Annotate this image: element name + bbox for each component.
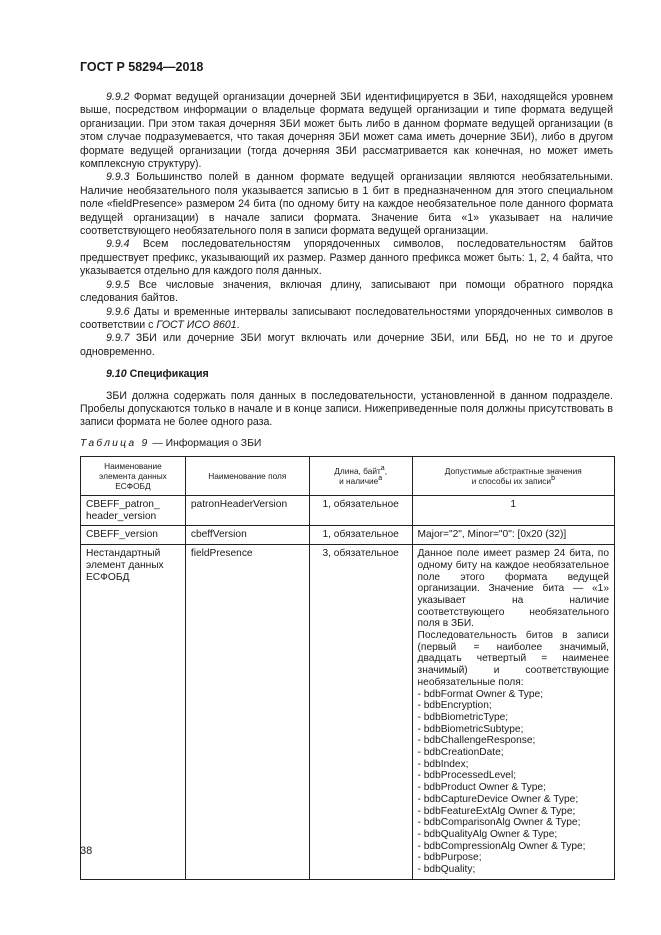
list-item: - bdbCreationDate; bbox=[417, 747, 504, 759]
page-number: 38 bbox=[80, 845, 93, 857]
paragraph-9-9-7 bbox=[80, 332, 613, 359]
list-item: - bdbProduct Owner & Type; bbox=[417, 782, 546, 794]
cell-element: CBEFF_patron_ header_version bbox=[81, 496, 186, 526]
paragraph-text: Формат ведущей организации дочерней ЗБИ идентифицируется в ЗБИ, находящейся уровнем выше, посредством информации о владельце формата ведущей организации и типе формата ведущей организации. При этом такая дочерняя ЗБИ может быть либо в данном формате ведущей организации (в этом случае подразумевается, что такая дочерняя ЗБИ может сама иметь дочерние ЗБИ), либо в другом формате ведущей организации (тогда дочерняя ЗБИ рассматривается как конечная, но может иметь комплексную структуру). bbox=[80, 91, 613, 171]
section-title: Спецификация bbox=[126, 368, 209, 381]
paragraph-text: Всем последовательностям упорядоченных символов, последовательностям байтов предшествует префикс, указывающий их размер. Размер данного префикса может быть: 1, 2, 4 байта, что указывается отдельно для каждого поля данных. bbox=[80, 238, 613, 278]
list-item: - bdbEncryption; bbox=[417, 700, 492, 712]
cell-length: 3, обязательное bbox=[309, 545, 412, 880]
paragraph-9-9-5 bbox=[80, 279, 613, 306]
header-length-line2: и наличие bbox=[339, 476, 379, 486]
table-row bbox=[81, 496, 615, 526]
paragraph-text: Даты и временные интервалы записывают последовательностями упорядоченных символов в соответствии с bbox=[80, 305, 613, 331]
cell-values bbox=[412, 545, 614, 880]
cell-element: CBEFF_version bbox=[81, 526, 186, 545]
header-values-line1: Допустимые абстрактные значения bbox=[444, 466, 582, 476]
paragraph-text: ЗБИ или дочерние ЗБИ могут включать или дочерние ЗБИ, или ББД, но не то и другое одновременно. bbox=[80, 332, 613, 358]
table-row bbox=[81, 526, 615, 545]
section-number: 9.10 bbox=[106, 368, 127, 381]
list-item: - bdbBiometricSubtype; bbox=[417, 723, 524, 735]
cell-field: cbeffVersion bbox=[185, 526, 309, 545]
list-item: - bdbProcessedLevel; bbox=[417, 770, 517, 782]
paragraph-9-9-6 bbox=[80, 306, 613, 333]
clause-number: 9.9.6 bbox=[106, 305, 130, 318]
clause-number: 9.9.4 bbox=[106, 238, 130, 251]
footnote-mark-b: b bbox=[551, 475, 555, 483]
paragraph-9-9-3 bbox=[80, 171, 613, 238]
paragraph-text: Все числовые значения, включая длину, записывают при помощи обратного порядка следования байтов. bbox=[80, 278, 613, 305]
list-item: - bdbIndex; bbox=[417, 758, 469, 770]
section-paragraph: ЗБИ должна содержать поля данных в последовательности, установленной в данном подразделе. Пробелы допускаются только в начале и в конце записи. Нижеприведенные поля должны присутствовать в записи формата не более одного раза. bbox=[80, 389, 613, 429]
paragraph-text: Большинство полей в данном формате ведущей организации являются необязательными. Наличие необязательного поля указывается записью в 1 бит в предназначенном для этого специальном поле «fieldPresence» размером 24 бита (по одному биту на каждое необязательное поле данного формата ведущей организации) в начале записи формата. Значение бита «1» указывает на наличие соответствующего необязательного поля в записи формата ведущей организации. bbox=[80, 171, 613, 238]
list-item: - bdbQualityAlg Owner & Type; bbox=[417, 828, 558, 840]
paragraph-tail: . bbox=[236, 318, 240, 331]
header-length: Длина, байт$^a$, и наличие$^a$ bbox=[309, 457, 412, 496]
header-values-line2: и способы их записи bbox=[471, 476, 552, 486]
list-item: - bdbComparisonAlg Owner & Type; bbox=[417, 817, 581, 829]
clause-number: 9.9.2 bbox=[106, 91, 130, 103]
clause-number: 9.9.3 bbox=[106, 171, 130, 184]
header-values bbox=[412, 457, 614, 496]
list-item: - bdbFormat Owner & Type; bbox=[417, 688, 544, 700]
cell-field: fieldPresence bbox=[185, 545, 309, 880]
table-header-row bbox=[81, 457, 615, 496]
optional-fields-list bbox=[418, 689, 609, 876]
table-9 bbox=[80, 456, 615, 880]
table-row bbox=[81, 545, 615, 880]
list-item: - bdbChallengeResponse; bbox=[417, 735, 536, 747]
table-caption-text: — Информация о ЗБИ bbox=[149, 438, 262, 449]
table-caption-label: Таблица 9 bbox=[80, 438, 150, 449]
document-header: ГОСТ Р 58294—2018 bbox=[80, 60, 204, 74]
field-presence-description: Данное поле имеет размер 24 бита, по одному биту на каждое необязательное поле этого формата ведущей организации. Значение бита — «1» указывает на наличие соответствующего необязательного поля в ЗБИ. bbox=[417, 548, 609, 630]
list-item: - bdbCaptureDevice Owner & Type; bbox=[417, 793, 579, 805]
cell-length: 1, обязательное bbox=[309, 526, 412, 545]
list-item: - bdbPurpose; bbox=[417, 852, 482, 864]
body-text bbox=[80, 91, 613, 430]
header-length-line1: Длина, байт bbox=[334, 466, 381, 476]
list-item: - bdbFeatureExtAlg Owner & Type; bbox=[417, 805, 576, 817]
cell-element: Нестандартный элемент данных ЕСФОБД bbox=[81, 545, 186, 880]
clause-number: 9.9.7 bbox=[106, 332, 130, 345]
clause-number: 9.9.5 bbox=[106, 278, 130, 291]
footnote-mark-a: a bbox=[380, 465, 385, 473]
bit-sequence-description: Последовательность битов в записи (первый = наиболее значимый, двадцать четвертый = наименее значимый) и соответствующие необязательные поля: bbox=[417, 630, 609, 688]
section-heading bbox=[80, 368, 613, 381]
list-item: - bdbBiometricType; bbox=[417, 711, 509, 723]
cell-length: 1, обязательное bbox=[309, 496, 412, 526]
cell-field: patronHeaderVersion bbox=[185, 496, 309, 526]
list-item: - bdbQuality; bbox=[417, 864, 476, 876]
table-caption bbox=[80, 438, 261, 449]
standard-reference: ГОСТ ИСО 8601 bbox=[156, 318, 237, 331]
footnote-mark-a: a bbox=[378, 475, 383, 483]
list-item: - bdbCompressionAlg Owner & Type; bbox=[417, 840, 586, 852]
paragraph-9-9-4 bbox=[80, 238, 613, 278]
paragraph-9-9-2 bbox=[80, 91, 613, 171]
cell-values: 1 bbox=[412, 496, 614, 526]
cell-values: Major="2", Minor="0": [0x20 (32)] bbox=[412, 526, 614, 545]
header-element-name: Наименование элемента данных ЕСФОБД bbox=[81, 457, 186, 496]
header-field-name: Наименование поля bbox=[185, 457, 309, 496]
